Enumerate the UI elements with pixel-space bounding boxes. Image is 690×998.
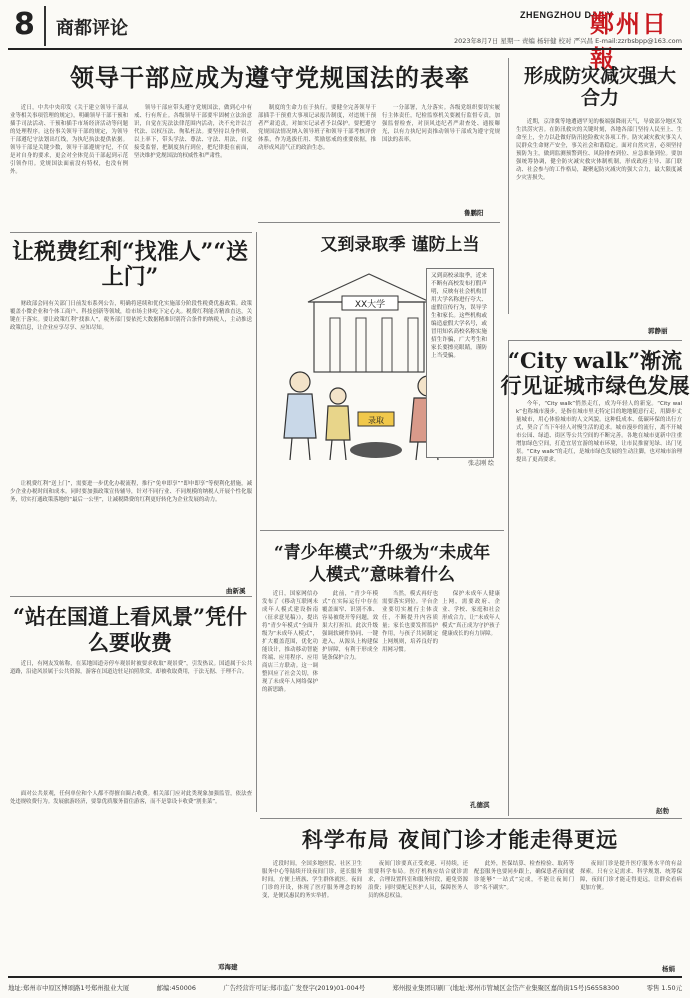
tax-body-col1: 财政部会同有关部门日前发布系列公告，明确将延续和优化实施部分阶段性税费优惠政策。政策覆盖小微企业和个体工商户、科技创新等领域，给市场主体吃下定心丸。税费红利能否精准直达，关键在于落实。要让政策红利“找准人”，税务部门要依托大数据精准识别符合条件的纳税人，主动推送政策信息，让企业应享尽享、应知尽知。 [10,301,252,331]
masthead [0,0,690,73]
youth-body-col2: 此前，“青少年模式”在实际运行中存在覆盖面窄、识别不准、容易被绕开等问题，效果大打折扣。此次升级强调软硬件协同、一键进入，从源头上构建保护屏障，有利于形成全链条保护合力。 [322,591,378,661]
lead-headline: 领导干部应成为遵守党规国法的表率 [70,63,470,92]
clinic-body-col4: 夜间门诊是提升医疗服务水平的有益探索。只有立足需求、科学规划、统筹保障，夜间门诊才能走得更远，让群众看病更加方便。 [580,861,682,891]
fake-university-banner [342,296,398,310]
citywalk-byline: 赵勃 [656,807,669,815]
toll-headline: “站在国道上看风景”凭什么要收费 [12,604,248,656]
rule-left-column [256,232,257,812]
footer [8,976,682,994]
youth-byline: 孔德淇 [470,801,490,809]
youth-headline: “青少年模式”升级为“未成年人模式”意味着什么 [273,543,491,586]
issue-line: 2023年8月7日 星期一 责编 杨轩健 校对 严兴昌 E-mail:zzrbsbpp@163.com [453,37,682,45]
lead-body-col4: 一分部署，九分落实。各级党组织要切实履行主体责任，纪检监察机关要履行监督专责，加强监督检查，对顶风违纪者严肃查处、通报曝光，以有力执纪问责推动领导干部成为遵守党规国法的表率。 [382,105,500,143]
youth-body-col4: 保护未成年人健康上网，需要政府、企业、学校、家庭和社会形成合力，让“未成年人模式”真正成为守护孩子健康成长的有力屏障。 [442,591,500,637]
brand-english: ZHENGZHOU DAILY [520,10,614,20]
lead-byline: 鲁鹏阳 [464,209,484,217]
rule-clinic-top [260,818,682,819]
tax-body-col2: 让税费红利“送上门”，需要进一步优化办税流程，推行“免申即享”“即申即享”等便利化措施，减少企业办税时间和成本。同时要加强政策宣传辅导，针对不同行业、不同规模的纳税人开展个性化服务，切实打通政策落地的“最后一公里”，让减税降费的红利更好转化为企业发展的动力。 [10,481,252,503]
trap-label: 录取 [368,416,384,425]
brand-logo: 鄭州日報 [590,9,668,73]
tax-byline: 曲新溪 [226,587,246,595]
toll-body-col2: 面对公共景观，任何单位和个人都不得擅自圈占收费。相关部门应对此类现象加强监管，依法查处违规收费行为。发展旅游经济，要靠优质服务留住游客，而不是靠设卡收费“割韭菜”。 [10,791,252,805]
cartoon-artist: 张志刚 绘 [468,460,494,467]
rule-side1-bottom [508,340,682,341]
rule-toll-top [10,596,252,597]
masthead-rule [8,48,682,50]
footer-price: 零售 1.50元 [646,984,682,992]
lead-body-col2: 领导干部应带头遵守党规国法，做到心中有戒、行有所止。各级领导干部要牢固树立法治意识，自觉在宪法法律范围内活动，决不允许以言代法、以权压法、徇私枉法。要坚持以身作则、以上率下，带头学法、尊法、守法、用法，自觉接受监督，把制度执行到位，把纪律挺在前面，坚决维护党规国法的权威性和严肃性。 [134,105,252,159]
rule-tax-top [10,232,252,233]
toll-byline: 邓海建 [218,963,238,971]
rule-side-left-lower [508,340,509,816]
youth-body-col1: 近日，国家网信办发布了《移动互联网未成年人模式建设指南（征求意见稿）》，提出将“青少年模式”全面升级为“未成年人模式”，扩大覆盖范围，优化功能设计，推动移动智能终端、应用程序、应用商店三方联动。这一调整回应了社会关切，体现了未成年人网络保护的新思路。 [262,591,318,693]
footer-printer: 郑州报业集团印刷厂(地址:郑州市管城区金岱产业集聚区嘉尚街15号)56558300 [392,984,620,992]
rule-side-left [508,58,509,314]
cartoon-headline: 又到录取季 谨防上当 [320,235,480,255]
lead-body-col3: 制度的生命力在于执行。要健全完善领导干部插手干预重大事项记录报告制度，对违规干预者严肃追责，对如实记录者予以保护。要把遵守党规国法情况纳入领导班子和领导干部考核评价体系，作为选拔任用、奖励惩戒的重要依据，推动形成风清气正的政治生态。 [258,105,376,151]
clinic-body-col1: 近段时间，全国多地医院、社区卫生服务中心等陆续开设夜间门诊，延长服务时间，方便上班族、学生群体就医。夜间门诊的开设，体现了医疗服务理念的转变，是便民惠民的务实举措。 [262,861,362,899]
page-number: 8 [14,6,46,46]
toll-body-col1: 近日，有网友发帖称，在某地国道旁停车观景时被要求收取“观景费”，引发热议。国道属于公共道路，沿途风景属于公共资源，游客在国道边驻足拍照欣赏，却被收取费用，于法无据、于理不合。 [10,661,252,675]
footer-address: 地址:郑州市中原区博颂路1号郑州报业大厦 [8,984,130,992]
banner-text: XX大学 [354,300,386,310]
citywalk-headline: “City walk”渐流行见证城市绿色发展 [500,348,690,399]
section-title: 商都评论 [56,18,128,39]
citywalk-body: 今年，“City walk”悄然走红，成为年轻人的新宠。“City walk”也称城市漫步，是指在城市里无特定目的地地随意行走，用脚步丈量城市，用心体验城市的人文风貌。这种低成本、低碳环保的出行方式，契合了当下年轻人对慢生活的追求。城市漫步的流行，离不开城市公园、绿道、街区等公共空间的不断完善。各地在城市更新中注重增加绿色空间，打造宜居宜游的城市环境，让市民推窗见绿、出门见景。“City walk”的走红，是城市绿色发展的生动注脚，也对城市治理提出了更高要求。 [516,401,682,463]
side1-headline: 形成防灾减灾强大合力 [523,65,676,109]
cartoon-caption: 又到高校录取季，近来不断有高校发布打假声明，反映有社会机构冒用大学名称进行夸大、虚假宣传行为，误导学生和家长。这些机构或编造虚假大学名号，或冒用知名高校名称实施招生诈骗，广大考生和家长要擦亮眼睛，谨防上当受骗。 [426,268,494,458]
clinic-headline: 科学布局 夜间门诊才能走得更远 [301,827,619,852]
rule-youth-top [260,530,504,531]
lead-body-col1: 近日，中共中央印发《关于建立领导干部从业等相关事项管理的规定》，明确领导干部干预和插手司法活动、干预和插手市场经济活动等问题的处理程序。这份事关领导干部的规定，为领导干部遵纪守法划出红线，为执纪执法提供依据。领导干部是关键少数，领导干部遵规守纪，不仅是对自身的要求，更会对全体党员干部起到示范引领作用。党规国法面前没有特权，也没有例外。 [10,105,128,175]
clinic-body-col2: 夜间门诊要真正受欢迎、可持续，还需要科学布局。医疗机构应结合就诊需求，合理设置科室和服务时段，避免资源浪费；同时要配足医护人员，保障医务人员的休息权益。 [368,861,468,899]
footer-ad-license: 广告经营许可证:郑市监广发登字(2019)01-004号 [223,984,366,992]
tax-headline: 让税费红利“找准人”“送上门” [12,239,248,291]
clinic-byline: 杨娟 [662,965,675,973]
clinic-body-col3: 此外，医保结算、检查检验、取药等配套服务也要同步跟上，确保患者夜间就诊能够“一站式”完成，不能让夜间门诊“名不副实”。 [474,861,574,891]
side1-body: 近期，京津冀等地遭遇罕见的极端强降雨天气，导致部分地区发生洪涝灾害。在防汛救灾的关键时刻，各地各部门坚持人民至上、生命至上，全力以赴做好防汛抢险救灾各项工作。防灾减灾救灾事关人民群众生命财产安全，事关社会和谐稳定。面对自然灾害，必须坚持预防为主，做到监测预警到位、风险排查到位、应急准备到位。要加强统筹协调，健全防灾减灾救灾体制机制，形成政府主导、部门联动、社会参与的工作格局，凝聚起防灾减灾的强大合力，最大限度减少灾害损失。 [516,119,682,181]
footer-postcode: 邮编:450006 [156,984,196,992]
rule-lead-bottom [258,222,500,223]
youth-body-col3: 当然，模式再好也需要落实到位。平台企业要切实履行主体责任，不断提升内容质量；家长也要发挥监护作用，与孩子共同制定上网规则，培养良好的用网习惯。 [382,591,438,653]
side1-byline: 郭静丽 [648,327,668,335]
